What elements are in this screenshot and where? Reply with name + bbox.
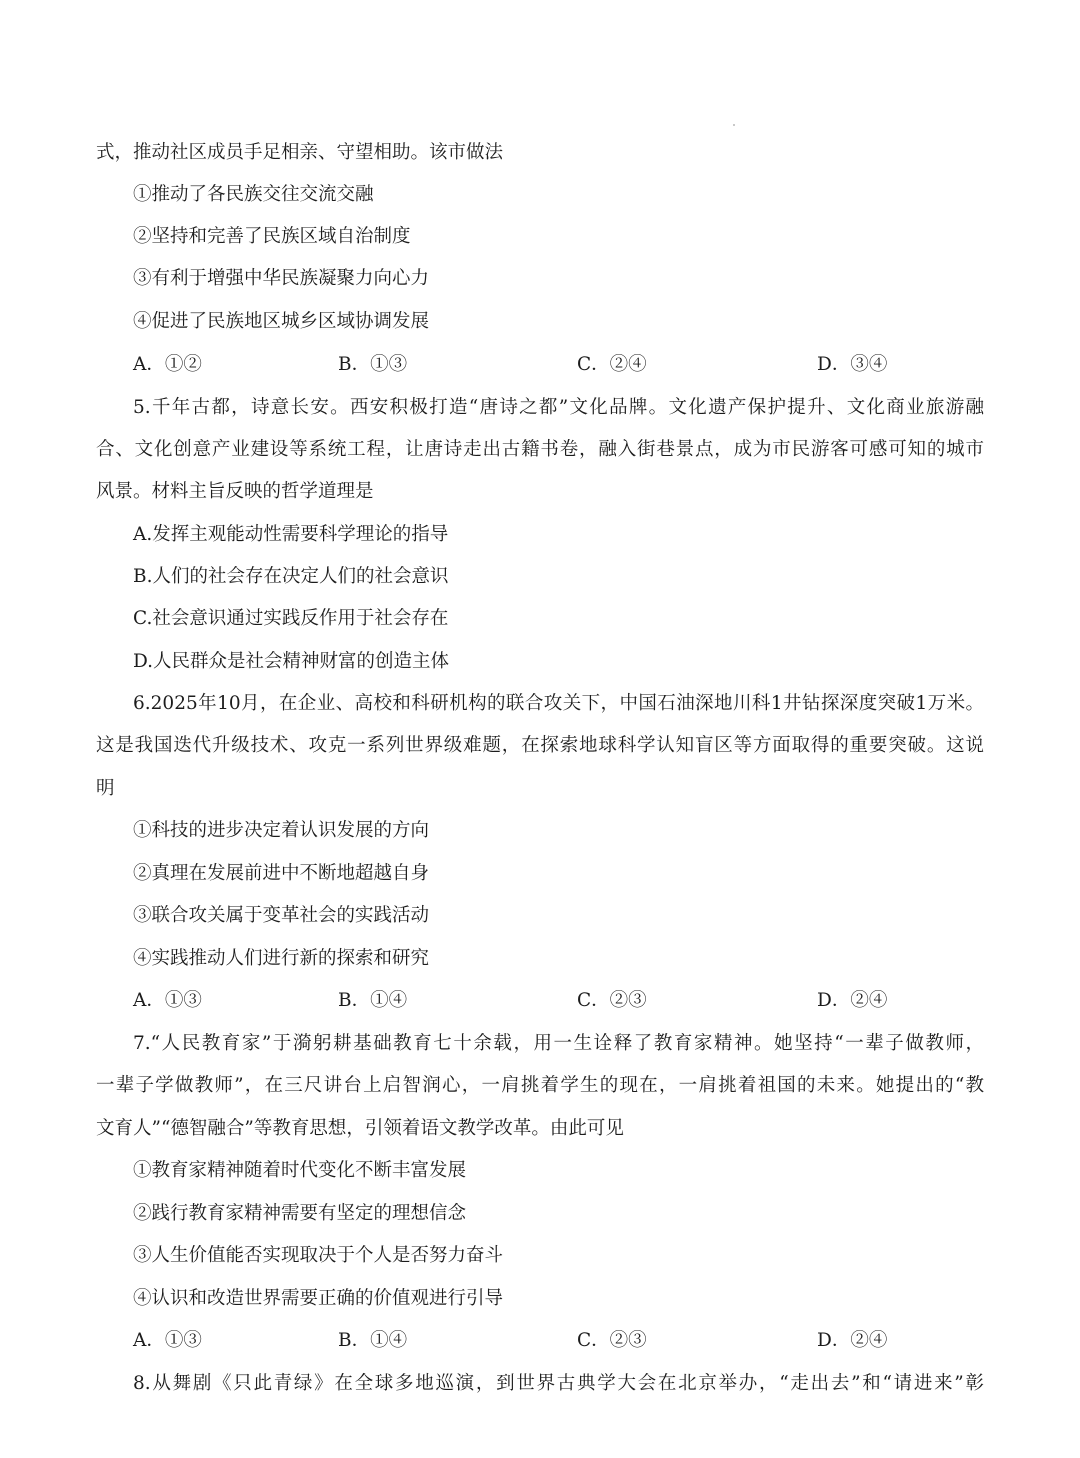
question-7-choice-c: C．②③ — [577, 1330, 647, 1351]
question-7-stem-line-2: 一辈子学做教师”，在三尺讲台上启智润心，一肩挑着学生的现在，一肩挑着祖国的未来。她提出的“教 — [96, 1075, 984, 1096]
question-7-statement-2: ②践行教育家精神需要有坚定的理想信念 — [133, 1203, 467, 1224]
question-5-option-b: B.人们的社会存在决定人们的社会意识 — [133, 566, 449, 587]
question-7-choice-d: D．②④ — [817, 1330, 888, 1351]
question-6-choice-b: B．①④ — [338, 990, 408, 1011]
question-7-choice-b: B．①④ — [338, 1330, 408, 1351]
question-4-choice-c: C．②④ — [577, 354, 647, 375]
question-8-stem-line-1: 8.从舞剧《只此青绿》在全球多地巡演，到世界古典学大会在北京举办，“走出去”和“请进来”彰 — [133, 1373, 984, 1394]
question-6-statement-2: ②真理在发展前进中不断地超越自身 — [133, 863, 430, 884]
question-7-statement-3: ③人生价值能否实现取决于个人是否努力奋斗 — [133, 1245, 504, 1266]
question-5-stem-line-2: 合、文化创意产业建设等系统工程，让唐诗走出古籍书卷，融入街巷景点，成为市民游客可感可知的城市 — [96, 439, 984, 460]
question-6-stem-line-3: 明 — [96, 778, 115, 799]
question-7-statement-1: ①教育家精神随着时代变化不断丰富发展 — [133, 1160, 467, 1181]
question-7-stem-line-3: 文育人”“德智融合”等教育思想，引领着语文教学改革。由此可见 — [96, 1118, 624, 1139]
question-6-statement-4: ④实践推动人们进行新的探索和研究 — [133, 948, 430, 969]
question-7-stem-line-1: 7.“人民教育家”于漪躬耕基础教育七十余载，用一生诠释了教育家精神。她坚持“一辈子做教师， — [133, 1033, 984, 1054]
question-7-statement-4: ④认识和改造世界需要正确的价值观进行引导 — [133, 1288, 504, 1309]
question-6-choice-d: D．②④ — [817, 990, 888, 1011]
question-4-statement-2: ②坚持和完善了民族区域自治制度 — [133, 226, 411, 247]
question-6-stem-line-1: 6.2025年10月，在企业、高校和科研机构的联合攻关下，中国石油深地川科1井钻探深度突破1万米。 — [133, 693, 984, 714]
question-4-statement-1: ①推动了各民族交往交流交融 — [133, 184, 374, 205]
question-6-choice-a: A．①③ — [133, 990, 202, 1011]
question-5-option-a: A.发挥主观能动性需要科学理论的指导 — [133, 524, 449, 545]
scan-speck — [733, 124, 735, 126]
question-5-option-c: C.社会意识通过实践反作用于社会存在 — [133, 608, 449, 629]
question-4-statement-3: ③有利于增强中华民族凝聚力向心力 — [133, 268, 430, 289]
question-5-stem-line-3: 风景。材料主旨反映的哲学道理是 — [96, 481, 374, 502]
question-6-choice-c: C．②③ — [577, 990, 647, 1011]
question-7-choice-a: A．①③ — [133, 1330, 202, 1351]
question-4-choice-d: D．③④ — [817, 354, 888, 375]
question-4-choice-b: B．①③ — [338, 354, 408, 375]
question-6-stem-line-2: 这是我国迭代升级技术、攻克一系列世界级难题，在探索地球科学认知盲区等方面取得的重要突破。这说 — [96, 735, 984, 756]
question-6-statement-3: ③联合攻关属于变革社会的实践活动 — [133, 905, 430, 926]
question-4-choice-a: A．①② — [133, 354, 202, 375]
question-4-statement-4: ④促进了民族地区城乡区域协调发展 — [133, 311, 430, 332]
question-4-stem-tail: 式，推动社区成员手足相亲、守望相助。该市做法 — [96, 142, 504, 163]
question-5-option-d: D.人民群众是社会精神财富的创造主体 — [133, 651, 450, 672]
question-6-statement-1: ①科技的进步决定着认识发展的方向 — [133, 820, 430, 841]
question-5-stem-line-1: 5.千年古都，诗意长安。西安积极打造“唐诗之都”文化品牌。文化遗产保护提升、文化商业旅游融 — [133, 397, 984, 418]
